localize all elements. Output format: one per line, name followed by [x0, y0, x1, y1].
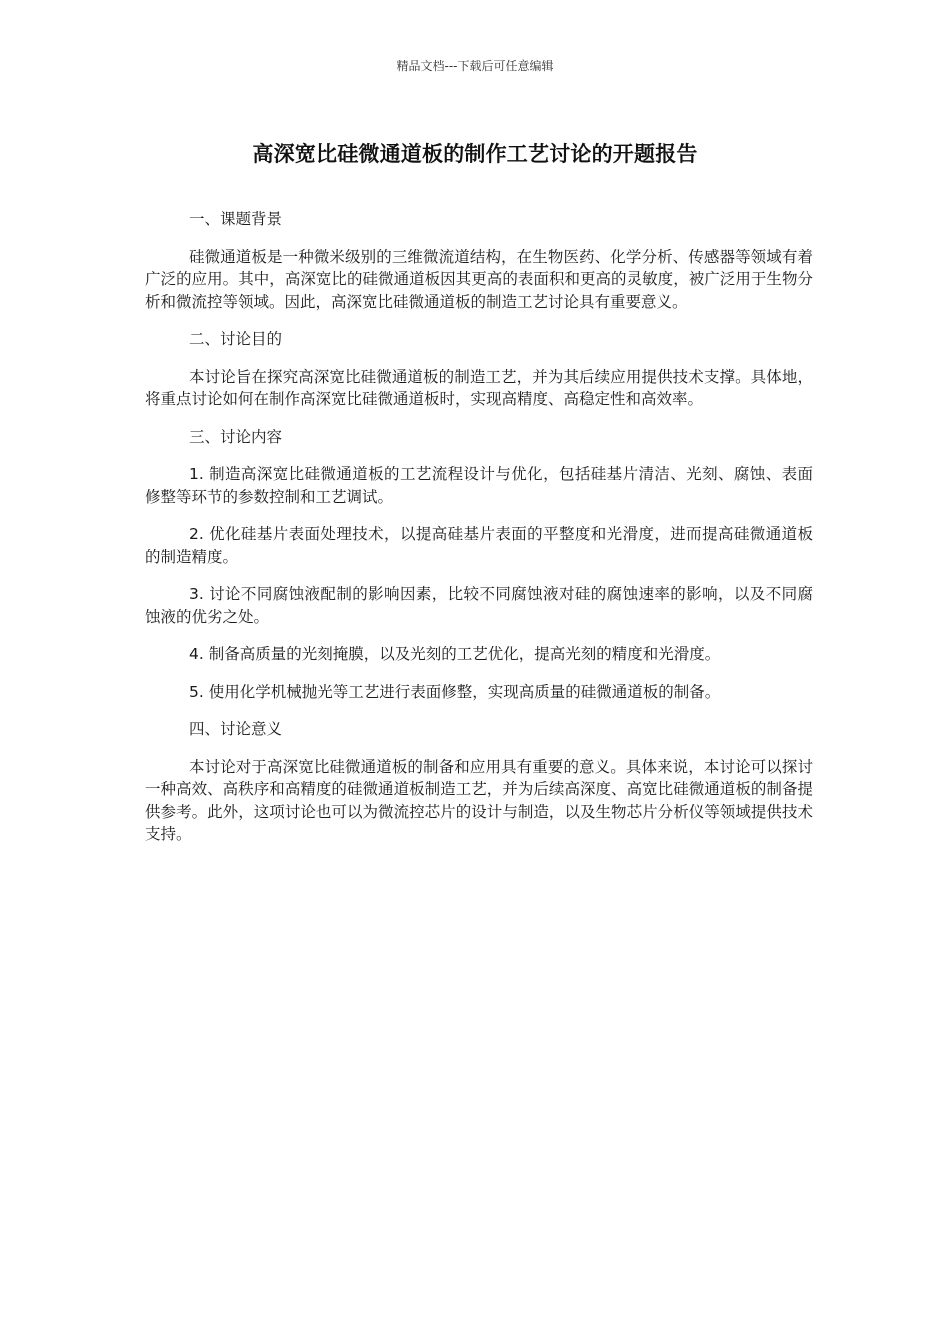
list-item: 4. 制备高质量的光刻掩膜，以及光刻的工艺优化，提高光刻的精度和光滑度。 [189, 645, 721, 663]
section-heading-significance: 四、讨论意义 [189, 720, 283, 738]
list-item: 1. 制造高深宽比硅微通道板的工艺流程设计与优化，包括硅基片清洁、光刻、腐蚀、表面修整等环节的参数控制和工艺调试。 [145, 465, 813, 506]
section-heading-purpose: 二、讨论目的 [189, 330, 283, 348]
document-title: 高深宽比硅微通道板的制作工艺讨论的开题报告 [252, 142, 698, 166]
section-paragraph: 本讨论旨在探究高深宽比硅微通道板的制造工艺，并为其后续应用提供技术支撑。具体地，将重点讨论如何在制作高深宽比硅微通道板时，实现高精度、高稳定性和高效率。 [145, 367, 813, 408]
list-item: 5. 使用化学机械抛光等工艺进行表面修整，实现高质量的硅微通道板的制备。 [189, 682, 721, 701]
list-item: 2. 优化硅基片表面处理技术，以提高硅基片表面的平整度和光滑度，进而提高硅微通道板的制造精度。 [145, 525, 813, 566]
section-heading-background: 一、课题背景 [189, 210, 283, 228]
section-heading-content: 三、讨论内容 [189, 427, 283, 446]
section-paragraph: 本讨论对于高深宽比硅微通道板的制备和应用具有重要的意义。具体来说，本讨论可以探讨一种高效、高秩序和高精度的硅微通道板制造工艺，并为后续高深度、高宽比硅微通道板的制备提供参考。此外，这项讨论也可以为微流控芯片的设计与制造，以及生物芯片分析仪等领域提供技术支持。 [145, 757, 813, 843]
document-body [145, 208, 813, 861]
list-item: 3. 讨论不同腐蚀液配制的影响因素，比较不同腐蚀液对硅的腐蚀速率的影响，以及不同腐蚀液的优劣之处。 [145, 585, 813, 626]
header-note: 精品文档---下载后可任意编辑 [396, 59, 554, 73]
section-paragraph: 硅微通道板是一种微米级别的三维微流道结构，在生物医药、化学分析、传感器等领域有着广泛的应用。其中，高深宽比的硅微通道板因其更高的表面积和更高的灵敏度，被广泛用于生物分析和微流控等领域。因此，高深宽比硅微通道板的制造工艺讨论具有重要意义。 [145, 247, 813, 311]
